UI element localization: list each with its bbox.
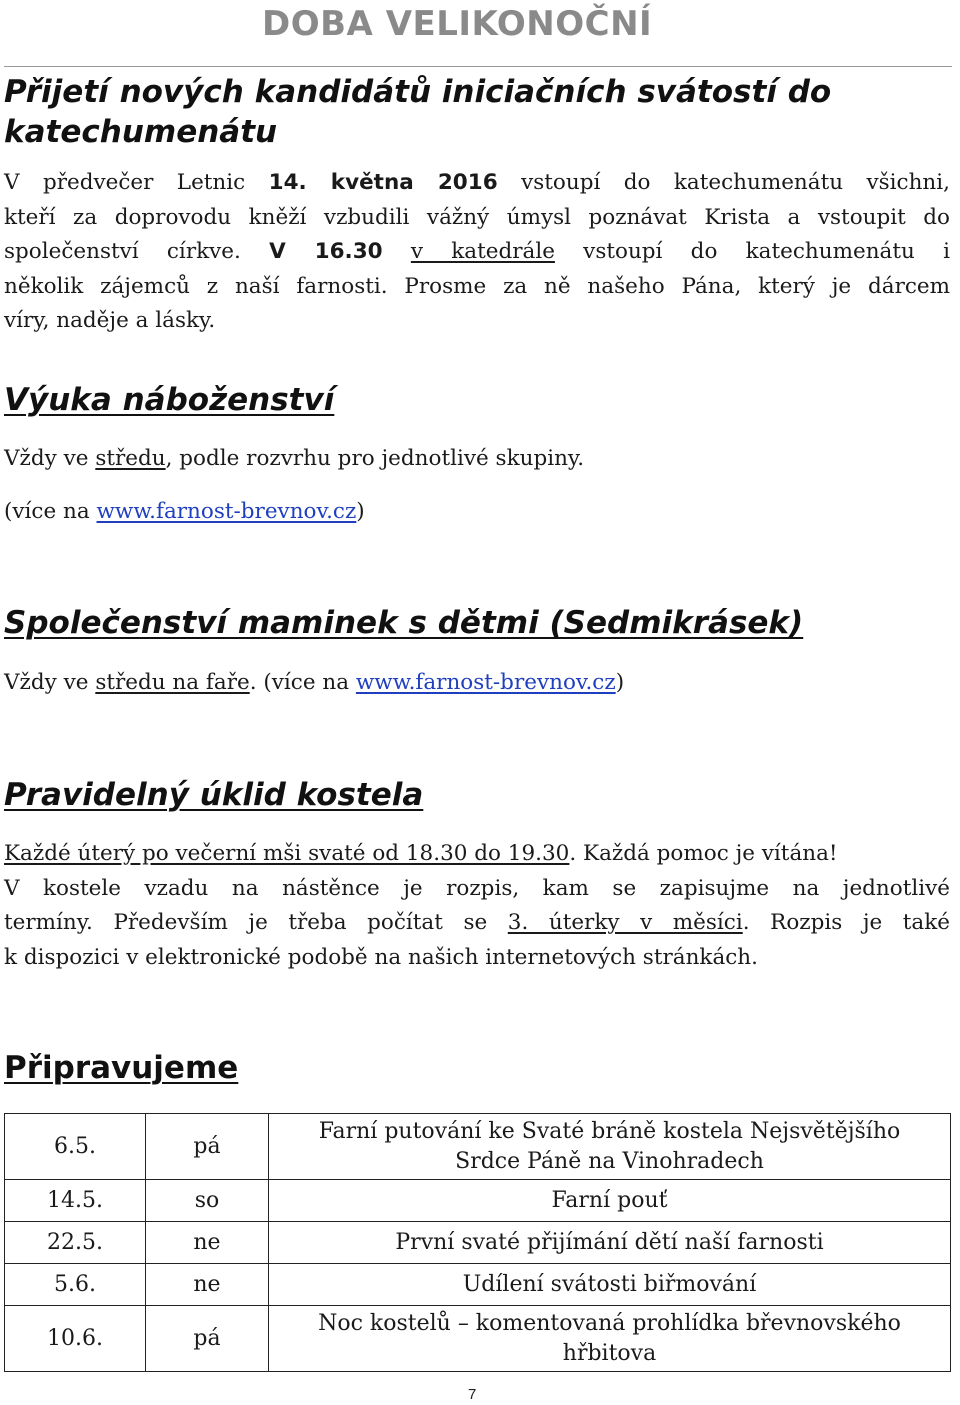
text-run: ) <box>356 498 365 524</box>
catechumen-section <box>4 72 950 339</box>
catechumen-paragraph <box>4 166 950 339</box>
event-description <box>269 1114 951 1180</box>
text-run: termíny. Především je třeba počítat se <box>4 910 508 935</box>
cleaning-line-4: k dispozici v elektronické podobě na našich internetových stránkách. <box>4 944 758 970</box>
event-text: Noc kostelů – komentovaná prohlídka břevnovského <box>318 1310 901 1336</box>
mothers-line-1 <box>4 666 950 701</box>
mothers-heading: Společenství maminek s dětmi (Sedmikrásek) <box>4 605 804 641</box>
catechumen-line-1 <box>4 166 950 201</box>
catechumen-line-2: kteří za doprovodu kněží vzbudili vážný úmysl poznávat Krista a vstoupit do <box>4 204 950 230</box>
mothers-section <box>4 603 950 701</box>
event-text: První svaté přijímání dětí naší farnosti <box>395 1229 824 1255</box>
event-day: pá <box>146 1114 269 1180</box>
religion-section <box>4 380 950 529</box>
text-run: vstoupí do katechumenátu všichni, <box>497 170 950 195</box>
upcoming-section <box>4 1048 950 1088</box>
text-run: ) <box>615 670 625 695</box>
catechumen-heading: Přijetí nových kandidátů iniciačních svátostí do katechumenátu <box>4 74 832 150</box>
event-text: hřbitova <box>562 1340 657 1366</box>
event-text: Srdce Páně na Vinohradech <box>455 1148 764 1174</box>
upcoming-events-table <box>4 1113 951 1372</box>
event-date: 14.5. <box>5 1180 146 1222</box>
event-date: 22.5. <box>5 1222 146 1264</box>
header-divider <box>4 66 952 67</box>
table-row <box>5 1222 951 1264</box>
table-row <box>5 1306 951 1372</box>
cleaning-paragraph <box>4 837 950 975</box>
cleaning-line-1 <box>4 837 950 872</box>
event-text: Udílení svátosti biřmování <box>462 1271 757 1297</box>
event-date: 5.6. <box>5 1264 146 1306</box>
cleaning-line-2: V kostele vzadu na nástěnce je rozpis, kam se zapisujme na jednotlivé <box>4 875 950 901</box>
catechumen-line-4: několik zájemců z naší farnosti. Prosme za ně našeho Pána, který je dárcem <box>4 273 950 299</box>
mothers-paragraph <box>4 666 950 701</box>
cleaning-heading: Pravidelný úklid kostela <box>4 777 424 813</box>
time-highlight: V 16.30 <box>269 239 383 264</box>
event-day: pá <box>146 1306 269 1372</box>
event-day: so <box>146 1180 269 1222</box>
text-run: . (více na <box>249 670 356 695</box>
event-description <box>269 1264 951 1306</box>
event-description <box>269 1222 951 1264</box>
parish-website-link[interactable]: www.farnost-brevnov.cz <box>355 670 616 695</box>
text-run: , podle rozvrhu pro jednotlivé skupiny. <box>165 446 585 471</box>
event-text: Farní putování ke Svaté bráně kostela Nejsvětějšího <box>318 1118 901 1144</box>
religion-paragraph <box>4 442 950 529</box>
religion-line-1 <box>4 442 950 477</box>
table-row <box>5 1180 951 1222</box>
event-description <box>269 1306 951 1372</box>
event-text: Farní pouť <box>551 1187 668 1213</box>
event-date: 6.5. <box>5 1114 146 1180</box>
text-run: . Každá pomoc je vítána! <box>569 841 838 866</box>
text-run: společenství církve. <box>4 239 270 264</box>
text-run: . Rozpis je také <box>742 910 950 935</box>
page-number: 7 <box>468 1386 477 1403</box>
cleaning-section <box>4 775 950 975</box>
event-day: ne <box>146 1222 269 1264</box>
text-run: Vždy ve <box>4 446 96 471</box>
text-run: vstoupí do katechumenátu i <box>554 239 950 264</box>
event-description <box>269 1180 951 1222</box>
upcoming-heading: Připravujeme <box>4 1050 239 1086</box>
text-run: (více na <box>4 498 97 524</box>
text-run: V předvečer Letnic <box>4 170 269 195</box>
text-run <box>383 239 411 264</box>
table-row <box>5 1114 951 1180</box>
event-date: 10.6. <box>5 1306 146 1372</box>
religion-line-2 <box>4 495 950 530</box>
header-title: DOBA VELIKONOČNÍ <box>262 4 653 44</box>
schedule-underlined: Každé úterý po večerní mši svaté od 18.30 do 19.30 <box>4 841 570 866</box>
table-row <box>5 1264 951 1306</box>
cleaning-line-3 <box>4 906 950 941</box>
date-highlight: 14. května 2016 <box>268 170 498 195</box>
religion-heading: Výuka náboženství <box>4 382 335 418</box>
catechumen-line-3 <box>4 235 950 270</box>
page-header <box>0 0 960 70</box>
day-underlined: středu <box>95 446 166 471</box>
place-underlined: v katedrále <box>410 239 555 264</box>
text-run: Vždy ve <box>4 670 96 695</box>
place-underlined: středu na faře <box>95 670 250 695</box>
catechumen-line-5: víry, naděje a lásky. <box>4 308 216 333</box>
event-day: ne <box>146 1264 269 1306</box>
parish-website-link[interactable]: www.farnost-brevnov.cz <box>96 498 357 524</box>
tuesday-underlined: 3. úterky v měsíci <box>507 910 743 935</box>
